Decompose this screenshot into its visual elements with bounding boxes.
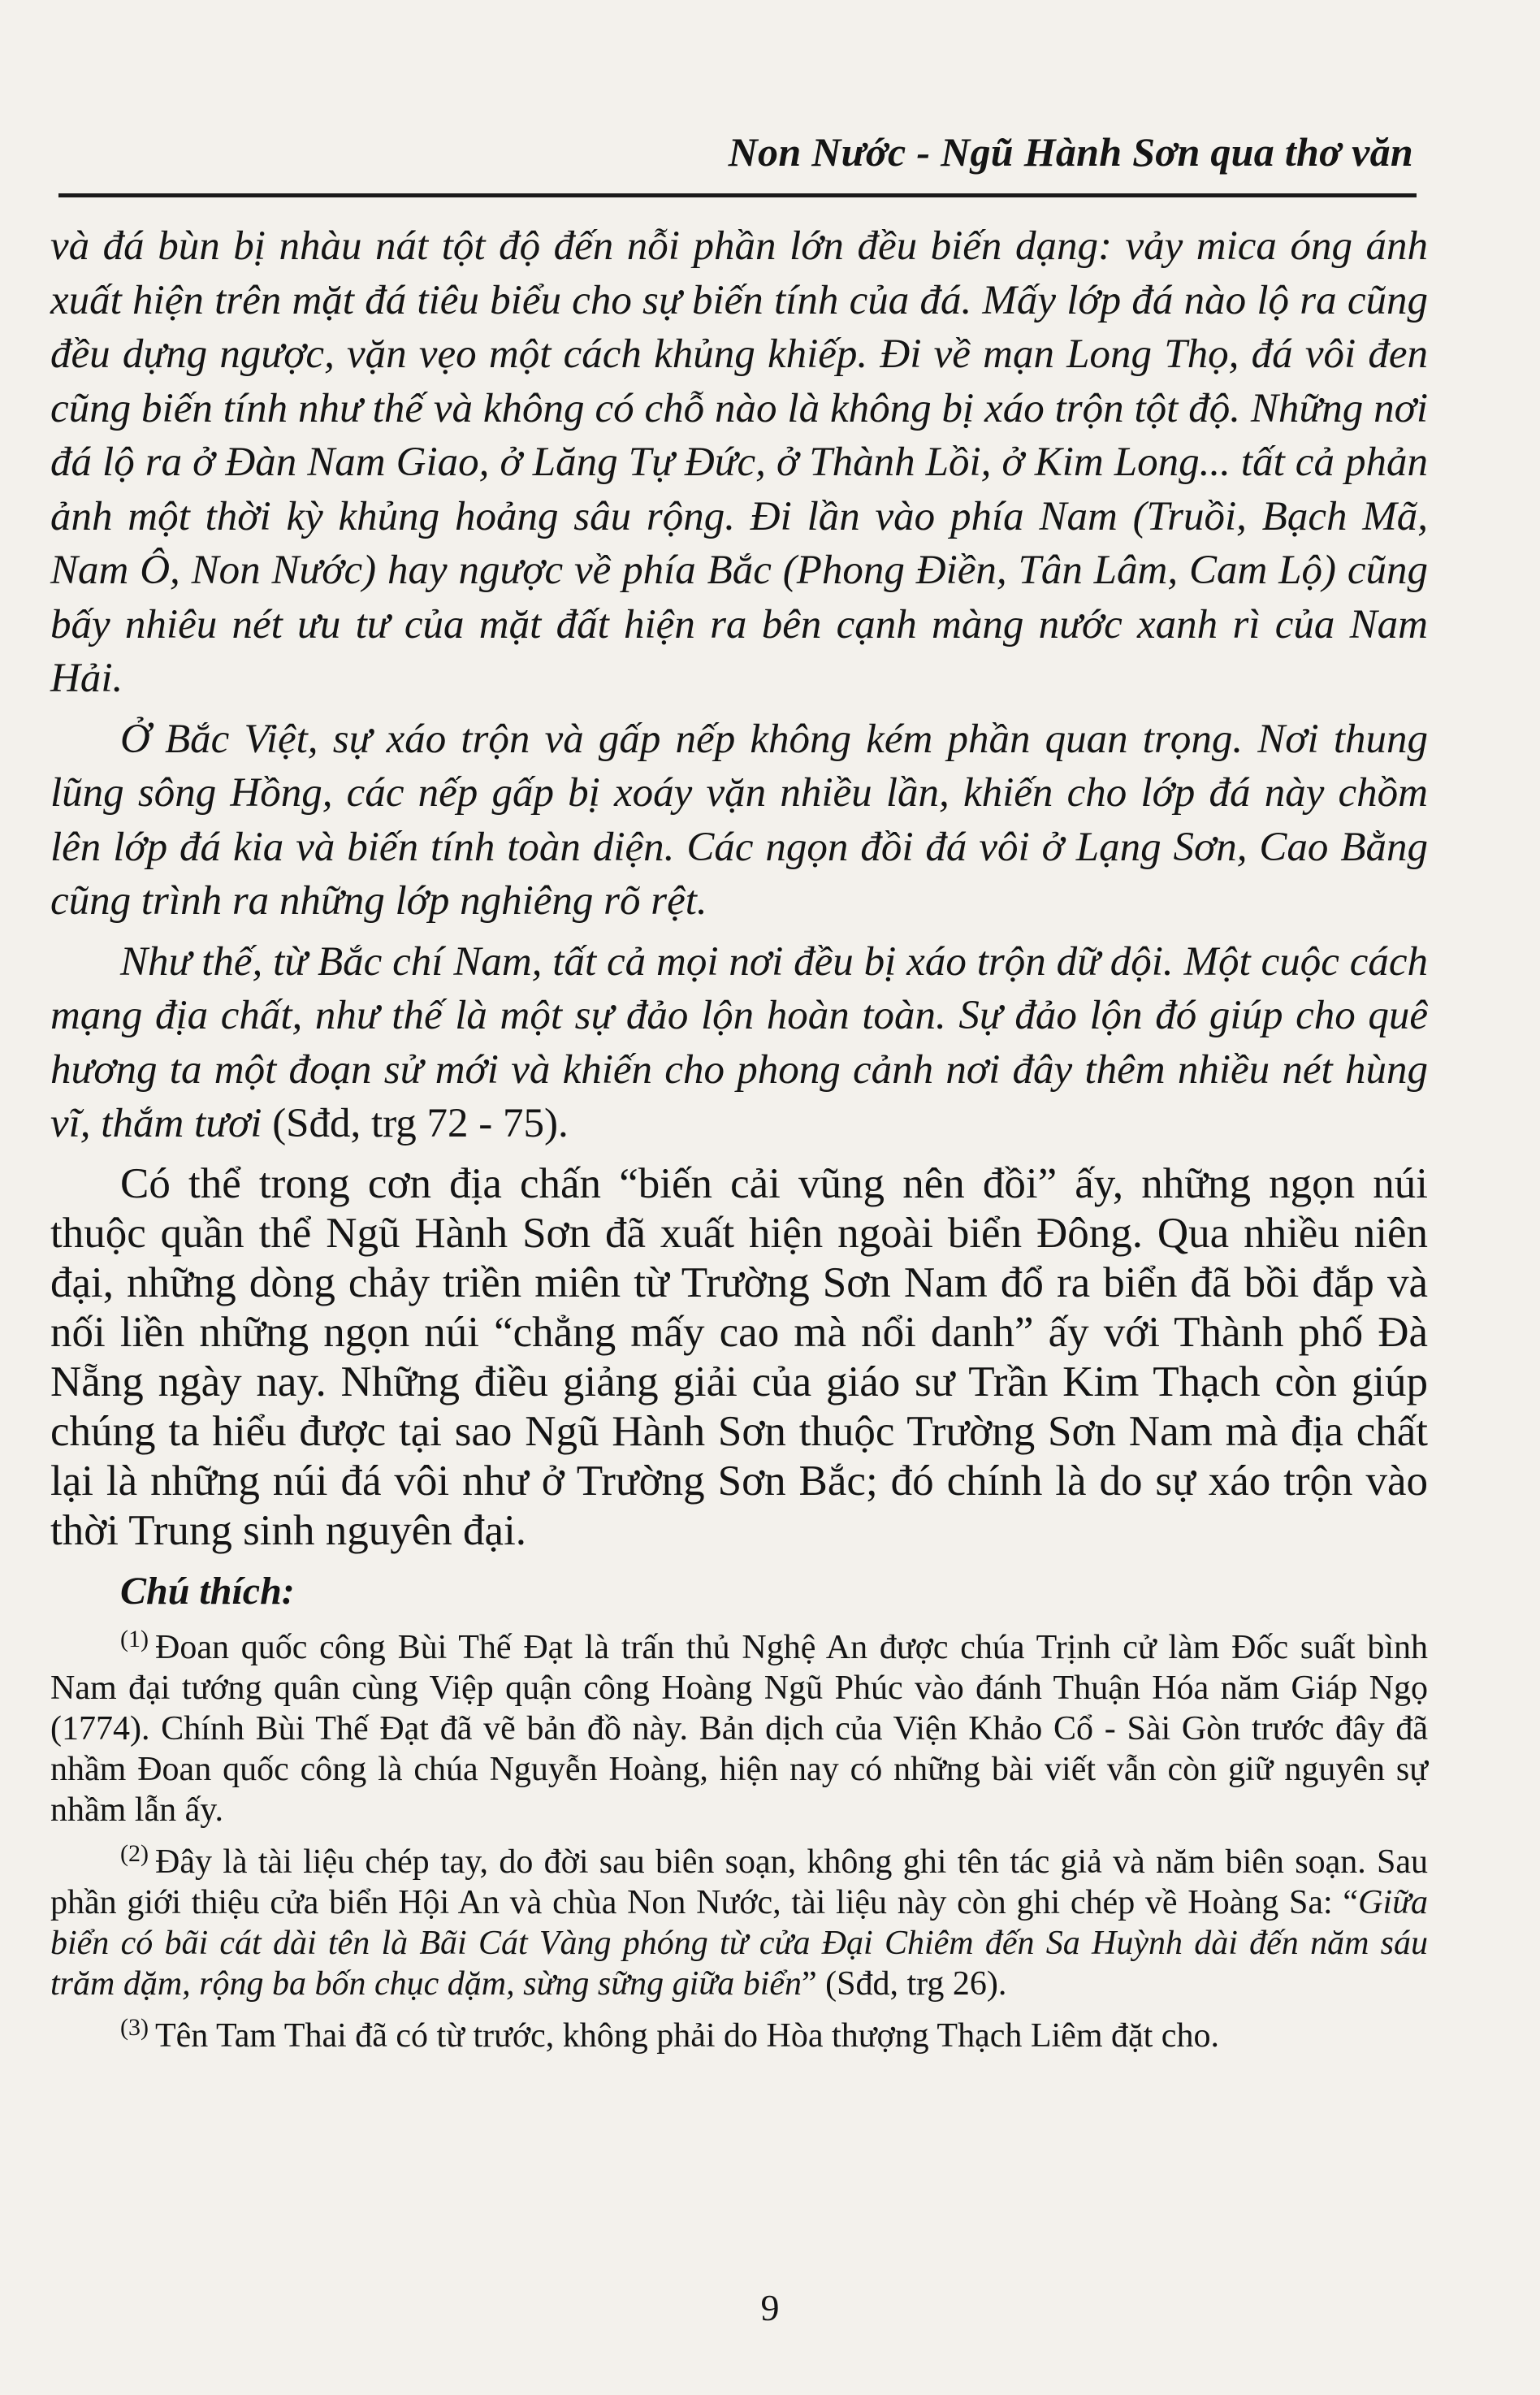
quote-source: (Sđd, trg 72 - 75). [262, 1101, 569, 1146]
footnote-marker-1: (1) [120, 1625, 149, 1652]
footnote-2-text: Đây là tài liệu chép tay, do đời sau biên soạn, không ghi tên tác giả và năm biên soạn. Sau phần giới thiệu cửa biển Hội An và chùa Non Nước, tài liệu này còn ghi chép về Hoàng Sa: “ [50, 1843, 1428, 1921]
page-number: 9 [760, 2287, 780, 2328]
header-rule [58, 193, 1417, 197]
running-head: Non Nước - Ngũ Hành Sơn qua thơ văn [728, 129, 1413, 175]
footnote-1-text: Đoan quốc công Bùi Thế Đạt là trấn thủ Nghệ An được chúa Trịnh cử làm Đốc suất bình Nam đại tướng quân cùng Việp quận công Hoàng Ngũ Phúc vào đánh Thuận Hóa năm Giáp Ngọ (1774). Chính Bùi Thế Đạt đã vẽ bản đồ này. Bản dịch của Viện Khảo Cổ - Sài Gòn trước đây đã nhầm Đoan quốc công là chúa Nguyễn Hoàng, hiện nay có những bài viết vẫn còn giữ nguyên sự nhầm lẫn ấy. [50, 1628, 1428, 1829]
quote-paragraph-3 [50, 935, 1428, 1151]
footnote-2-tail: ” (Sđd, trg 26). [802, 1964, 1007, 2003]
footnote-3 [50, 2013, 1428, 2056]
footnote-marker-3: (3) [120, 2013, 149, 2041]
footnote-marker-2: (2) [120, 1839, 149, 1867]
footnote-3-text: Tên Tam Thai đã có từ trước, không phải do Hòa thượng Thạch Liêm đặt cho. [154, 2016, 1219, 2055]
quote-paragraph-3-text: Như thế, từ Bắc chí Nam, tất cả mọi nơi đều bị xáo trộn dữ dội. Một cuộc cách mạng địa chất, như thế là một sự đảo lộn hoàn toàn. Sự đảo lộn đó giúp cho quê hương ta một đoạn sử mới và khiến cho phong cảnh nơi đây thêm nhiều nét hùng vĩ, thắm tươi [50, 938, 1428, 1146]
body-paragraph: Có thể trong cơn địa chấn “biến cải vũng nên đồi” ấy, những ngọn núi thuộc quần thể Ngũ Hành Sơn đã xuất hiện ngoài biển Đông. Qua nhiều niên đại, những dòng chảy triền miên từ Trường Sơn Nam đổ ra biển đã bồi đắp và nối liền những ngọn núi “chẳng mấy cao mà nổi danh” ấy với Thành phố Đà Nẵng ngày nay. Những điều giảng giải của giáo sư Trần Kim Thạch còn giúp chúng ta hiểu được tại sao Ngũ Hành Sơn thuộc Trường Sơn Nam mà địa chất lại là những núi đá vôi như ở Trường Sơn Bắc; đó chính là do sự xáo trộn vào thời Trung sinh nguyên đại. [50, 1159, 1428, 1554]
page-content [50, 219, 1428, 2056]
footnote-2 [50, 1839, 1428, 2004]
notes-heading: Chú thích: [120, 1569, 295, 1613]
footnote-1 [50, 1627, 1428, 1830]
footnote-2-quote: Giữa biển có bãi cát dài tên là Bãi Cát Vàng phóng từ cửa Đại Chiêm đến Sa Huỳnh dài đến năm sáu trăm dặm, rộng ba bốn chục dặm, sừng sững giữa biển [50, 1883, 1428, 2003]
quote-paragraph-1: và đá bùn bị nhàu nát tột độ đến nỗi phần lớn đều biến dạng: vảy mica óng ánh xuất hiện trên mặt đá tiêu biểu cho sự biến tính của đá. Mấy lớp đá nào lộ ra cũng đều dựng ngược, vặn vẹo một cách khủng khiếp. Đi về mạn Long Thọ, đá vôi đen cũng biến tính như thế và không có chỗ nào là không bị xáo trộn tột độ. Những nơi đá lộ ra ở Đàn Nam Giao, ở Lăng Tự Đức, ở Thành Lồi, ở Kim Long... tất cả phản ảnh một thời kỳ khủng hoảng sâu rộng. Đi lần vào phía Nam (Truồi, Bạch Mã, Nam Ô, Non Nước) hay ngược về phía Bắc (Phong Điền, Tân Lâm, Cam Lộ) cũng bấy nhiêu nét ưu tư của mặt đất hiện ra bên cạnh màng nước xanh rì của Nam Hải. [50, 223, 1428, 701]
quote-paragraph-2: Ở Bắc Việt, sự xáo trộn và gấp nếp không kém phần quan trọng. Nơi thung lũng sông Hồng, các nếp gấp bị xoáy vặn nhiều lần, khiến cho lớp đá này chồm lên lớp đá kia và biến tính toàn diện. Các ngọn đồi đá vôi ở Lạng Sơn, Cao Bằng cũng trình ra những lớp nghiêng rõ rệt. [50, 716, 1428, 924]
